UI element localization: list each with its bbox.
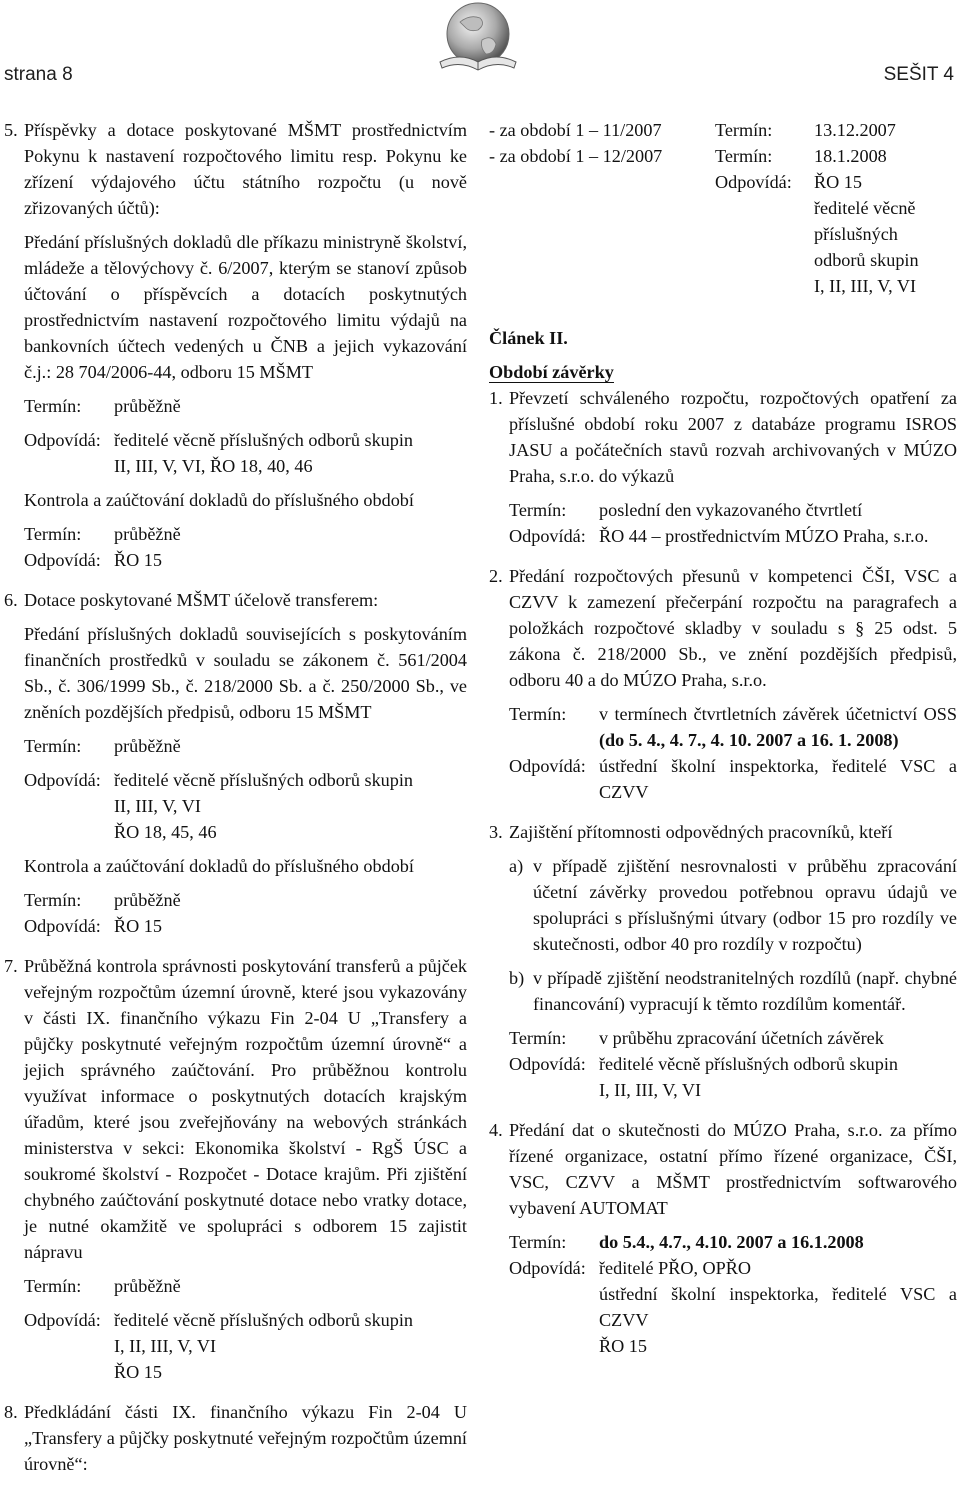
sub-item-text: v případě zjištění nesrovnalosti v průběhu zpracování účetní závěrky provedou potřebnou opravu údajů ve spolupráci s příslušnými útvary (odbor 15 pro rozdíly ve skutečnosti, odbor 40 pro rozdíly v rozpočtu) xyxy=(533,856,957,954)
resp-label: Odpovídá: xyxy=(715,172,792,192)
item-number: 3. xyxy=(489,822,503,842)
right-column xyxy=(489,117,957,1359)
resp-label: Odpovídá: xyxy=(24,916,101,936)
period-term-label: Termín: xyxy=(715,146,773,166)
resp-value: ústřední školní inspektorka, ředitelé VSC a CZVV xyxy=(599,756,957,802)
period-date: 13.12.2007 xyxy=(814,120,896,140)
term-label: Termín: xyxy=(509,704,567,724)
item-2 xyxy=(489,563,957,805)
resp-line: I, II, III, V, VI xyxy=(814,276,917,296)
period-responsible xyxy=(489,169,957,299)
resp-label: Odpovídá: xyxy=(509,526,586,546)
item-text: Předání dat o skutečnosti do MÚZO Praha, s.r.o. za přímo řízené organizace, ostatní přímo řízené organizace, ČŠI, VSC, CZVV a MŠMT prostřednictvím softwarového vybavení AUTOMAT xyxy=(509,1120,957,1218)
resp-line: odborů skupin xyxy=(814,250,919,270)
term-value: průběžně xyxy=(114,890,181,910)
resp-value-3: ŘO 15 xyxy=(114,1362,162,1382)
term-value: průběžně xyxy=(114,396,181,416)
item-number: 6. xyxy=(4,590,18,610)
term-label: Termín: xyxy=(24,1276,82,1296)
resp-label: Odpovídá: xyxy=(509,1258,586,1278)
sub-item-text: v případě zjištění neodstranitelných rozdílů (např. chybné financování) vypracují k těmto rozdílům komentář. xyxy=(533,968,957,1014)
globe-book-logo-icon xyxy=(432,0,520,80)
resp-line: ŘO 15 xyxy=(814,172,862,192)
resp-value: ředitelé PŘO, OPŘO xyxy=(599,1258,752,1278)
item-number: 7. xyxy=(4,956,18,976)
resp-value: ředitelé věcně příslušných odborů skupin xyxy=(114,770,414,790)
term-label: Termín: xyxy=(24,736,82,756)
item-text: Převzetí schváleného rozpočtu, rozpočtových opatření za příslušné období roku 2007 z databáze programu ISROS JASU a počátečních stavů rozvah archivovaných v MÚZO Praha, s.r.o. do výkazů xyxy=(509,388,957,486)
resp-line: příslušných xyxy=(814,224,898,244)
sub-item-b xyxy=(509,965,957,1017)
resp-value: ŘO 15 xyxy=(114,916,162,936)
term-label: Termín: xyxy=(509,500,567,520)
item-4 xyxy=(489,1117,957,1359)
resp-value: ŘO 44 – prostřednictvím MÚZO Praha, s.r.o. xyxy=(599,526,929,546)
resp-label: Odpovídá: xyxy=(24,550,101,570)
item-number: 1. xyxy=(489,388,503,408)
resp-label: Odpovídá: xyxy=(509,756,586,776)
term-label: Termín: xyxy=(24,524,82,544)
item-8 xyxy=(4,1399,467,1477)
item-text: Předkládání části IX. finančního výkazu Fin 2-04 U „Transfery a půjčky poskytnuté veřejným rozpočtům územní úrovně“: xyxy=(24,1402,467,1474)
left-column xyxy=(4,117,467,1477)
item-number: 2. xyxy=(489,566,503,586)
resp-label: Odpovídá: xyxy=(509,1054,586,1074)
item-5 xyxy=(4,117,467,573)
resp-value-2: ústřední školní inspektorka, ředitelé VSC a CZVV xyxy=(599,1284,957,1330)
item-text: Průběžná kontrola správnosti poskytování transferů a půjček veřejným rozpočtům územní úrovně, které jsou vykazovány v části IX. finančního výkazu Fin 2-04 U „Transfery a půjčky poskytnuté veřejným rozpočtům územní úrovně“ a jejich správného zaúčtování. Pro průběžnou kontrolu využívat informace o poskytnutých dotacích krajským úřadům, které jsou zveřejňovány na webových stránkách ministerstva v sekci: Ekonomika školství - RgŠ ÚSC a soukromé školství - Rozpočet - Dotace krajům. Při zjištění chybného zaúčtování poskytnuté dotace nebo vratky dotace, je nutné okamžitě ve spolupráci s odborem 15 zajistit nápravu xyxy=(24,956,467,1262)
item-number: 8. xyxy=(4,1402,18,1422)
resp-label: Odpovídá: xyxy=(24,1310,101,1330)
resp-value-2: I, II, III, V, VI xyxy=(599,1080,702,1100)
item-6 xyxy=(4,587,467,939)
term-value: poslední den vykazovaného čtvrtletí xyxy=(599,500,863,520)
item-number: 4. xyxy=(489,1120,503,1140)
control-text: Kontrola a zaúčtování dokladů do příslušného období xyxy=(24,490,414,510)
resp-value-2: I, II, III, V, VI xyxy=(114,1336,217,1356)
term-label: Termín: xyxy=(509,1232,567,1252)
period-term-label: Termín: xyxy=(715,120,773,140)
item-number: 5. xyxy=(4,120,18,140)
resp-value-3: ŘO 18, 45, 46 xyxy=(114,822,217,842)
term-value: do 5.4., 4.7., 4.10. 2007 a 16.1.2008 xyxy=(599,1232,864,1252)
period-label: - za období 1 – 12/2007 xyxy=(489,146,663,166)
page-number: strana 8 xyxy=(4,64,73,85)
term-label: Termín: xyxy=(24,890,82,910)
period-row xyxy=(489,143,957,169)
item-text: Zajištění přítomnosti odpovědných pracovníků, kteří xyxy=(509,822,893,842)
item-text: Předání rozpočtových přesunů v kompetenci ČŠI, VSC a CZVV k zamezení přečerpání rozpočtu na paragrafech a položkách rozpočtové skladby v souladu s § 25 odst. 5 zákona č. 218/2000 Sb., ve znění pozdějších předpisů, odboru 40 a do MÚZO Praha, s.r.o. xyxy=(509,566,957,690)
term-label: Termín: xyxy=(509,1028,567,1048)
control-text: Kontrola a zaúčtování dokladů do příslušného období xyxy=(24,856,414,876)
sub-item-a xyxy=(509,853,957,957)
term-value: v termínech čtvrtletních závěrek účetnictví OSS xyxy=(599,704,957,724)
resp-value-2: II, III, V, VI, ŘO 18, 40, 46 xyxy=(114,456,313,476)
item-1 xyxy=(489,385,957,549)
item-3 xyxy=(489,819,957,1103)
term-value: průběžně xyxy=(114,1276,181,1296)
article-heading: Článek II. xyxy=(489,328,568,348)
resp-value: ŘO 15 xyxy=(114,550,162,570)
resp-label: Odpovídá: xyxy=(24,430,101,450)
term-value: v průběhu zpracování účetních závěrek xyxy=(599,1028,884,1048)
period-label: - za období 1 – 11/2007 xyxy=(489,120,662,140)
sub-item-letter: a) xyxy=(509,856,524,876)
resp-value: ředitelé věcně příslušných odborů skupin xyxy=(599,1054,899,1074)
item-7 xyxy=(4,953,467,1385)
item-text: Předání příslušných dokladů dle příkazu ministryně školství, mládeže a tělovýchovy č. 6/2007, kterým se stanoví způsob účtování o příspěvcích a dotacích poskytnutých prostřednictvím nastavení rozpočtového limitu výdajů na bankovních účtech vedených u ČNB a jejich vykazování č.j.: 28 704/2006-44, odboru 15 MŠMT xyxy=(24,232,467,382)
term-value: průběžně xyxy=(114,736,181,756)
resp-value: ředitelé věcně příslušných odborů skupin xyxy=(114,430,414,450)
item-title: Dotace poskytované MŠMT účelově transferem: xyxy=(24,590,379,610)
issue-label: SEŠIT 4 xyxy=(883,64,954,85)
term-label: Termín: xyxy=(24,396,82,416)
section-heading: Období závěrky xyxy=(489,362,614,382)
period-row xyxy=(489,117,957,143)
resp-value-2: II, III, V, VI xyxy=(114,796,201,816)
resp-label: Odpovídá: xyxy=(24,770,101,790)
item-title: Příspěvky a dotace poskytované MŠMT prostřednictvím Pokynu k nastavení rozpočtového limitu resp. Pokynu ke zřízení výdajového účtu státního rozpočtu (u nově zřizovaných účtů): xyxy=(24,120,467,218)
resp-value-3: ŘO 15 xyxy=(599,1336,647,1356)
sub-item-letter: b) xyxy=(509,968,525,988)
term-dates: (do 5. 4., 4. 7., 4. 10. 2007 a 16. 1. 2008) xyxy=(599,730,899,750)
item-text: Předání příslušných dokladů souvisejících s poskytováním finančních prostředků v souladu se zákonem č. 561/2004 Sb., č. 306/1999 Sb., č. 218/2000 Sb. a č. 250/2000 Sb., ve zněních pozdějších předpisů, odboru 15 MŠMT xyxy=(24,624,467,722)
period-date: 18.1.2008 xyxy=(814,146,887,166)
resp-line: ředitelé věcně xyxy=(814,198,916,218)
term-value: průběžně xyxy=(114,524,181,544)
resp-value: ředitelé věcně příslušných odborů skupin xyxy=(114,1310,414,1330)
